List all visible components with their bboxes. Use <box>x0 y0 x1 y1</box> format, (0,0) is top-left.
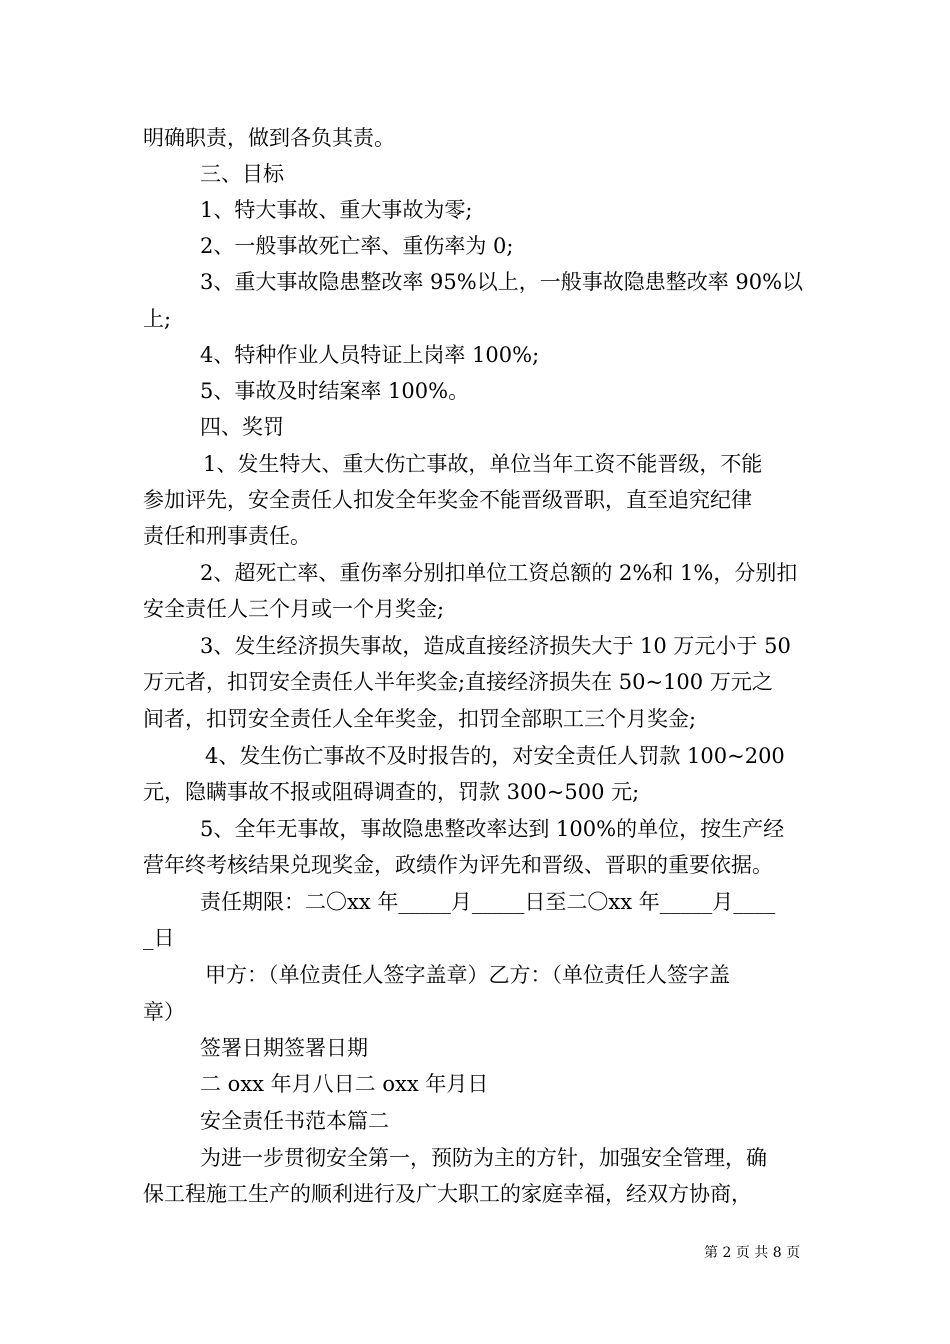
signing-date-label: 签署日期签署日期 <box>200 1036 368 1060</box>
paragraph-line: 4、特种作业人员特证上岗率 100%; <box>200 343 540 367</box>
paragraph-line: 安全责任人三个月或一个月奖金; <box>143 597 445 621</box>
section-heading-goals: 三、目标 <box>200 162 284 186</box>
paragraph-line: 2、超死亡率、重伤率分别扣单位工资总额的 2%和 1%，分别扣 <box>200 561 798 585</box>
paragraph-line: 间者，扣罚安全责任人全年奖金，扣罚全部职工三个月奖金; <box>143 707 697 731</box>
paragraph-line: 章） <box>143 1000 185 1024</box>
paragraph-line: 上; <box>143 307 172 331</box>
paragraph-line: 4、发生伤亡事故不及时报告的，对安全责任人罚款 100~200 <box>205 744 785 768</box>
responsibility-period-line: 责任期限：二〇xx 年_____月_____日至二〇xx 年_____月____ <box>200 890 776 914</box>
paragraph-line: 为进一步贯彻安全第一，预防为主的方针，加强安全管理，确 <box>200 1146 767 1170</box>
paragraph-line: 明确职责，做到各负其责。 <box>143 126 395 150</box>
paragraph-line: 3、重大事故隐患整改率 95%以上，一般事故隐患整改率 90%以 <box>200 270 804 294</box>
signing-date-value: 二 oxx 年月八日二 oxx 年月日 <box>200 1072 489 1096</box>
paragraph-line: 责任和刑事责任。 <box>143 524 311 548</box>
paragraph-line: 元，隐瞒事故不报或阻碍调查的，罚款 300~500 元; <box>143 780 640 804</box>
paragraph-line: _日 <box>143 926 175 950</box>
paragraph-line: 保工程施工生产的顺利进行及广大职工的家庭幸福，经双方协商， <box>143 1182 752 1206</box>
paragraph-line: 2、一般事故死亡率、重伤率为 0; <box>200 234 514 258</box>
paragraph-line: 5、全年无事故，事故隐患整改率达到 100%的单位，按生产经 <box>200 817 785 841</box>
paragraph-line: 营年终考核结果兑现奖金，政绩作为评先和晋级、晋职的重要依据。 <box>143 853 773 877</box>
paragraph-line: 5、事故及时结案率 100%。 <box>200 379 470 403</box>
paragraph-line: 1、特大事故、重大事故为零; <box>200 198 473 222</box>
paragraph-line: 3、发生经济损失事故，造成直接经济损失大于 10 万元小于 50 <box>200 634 791 658</box>
paragraph-line: 1、发生特大、重大伤亡事故，单位当年工资不能晋级，不能 <box>203 452 763 476</box>
paragraph-line: 参加评先，安全责任人扣发全年奖金不能晋级晋职，直至追究纪律 <box>143 488 752 512</box>
section-title-part-two: 安全责任书范本篇二 <box>200 1109 389 1133</box>
paragraph-line: 万元者，扣罚安全责任人半年奖金;直接经济损失在 50~100 万元之 <box>143 670 773 694</box>
page-number-footer: 第 2 页 共 8 页 <box>704 1245 801 1261</box>
section-heading-rewards: 四、奖罚 <box>200 415 284 439</box>
signature-party-line: 甲方：（单位责任人签字盖章）乙方：（单位责任人签字盖 <box>205 963 730 987</box>
